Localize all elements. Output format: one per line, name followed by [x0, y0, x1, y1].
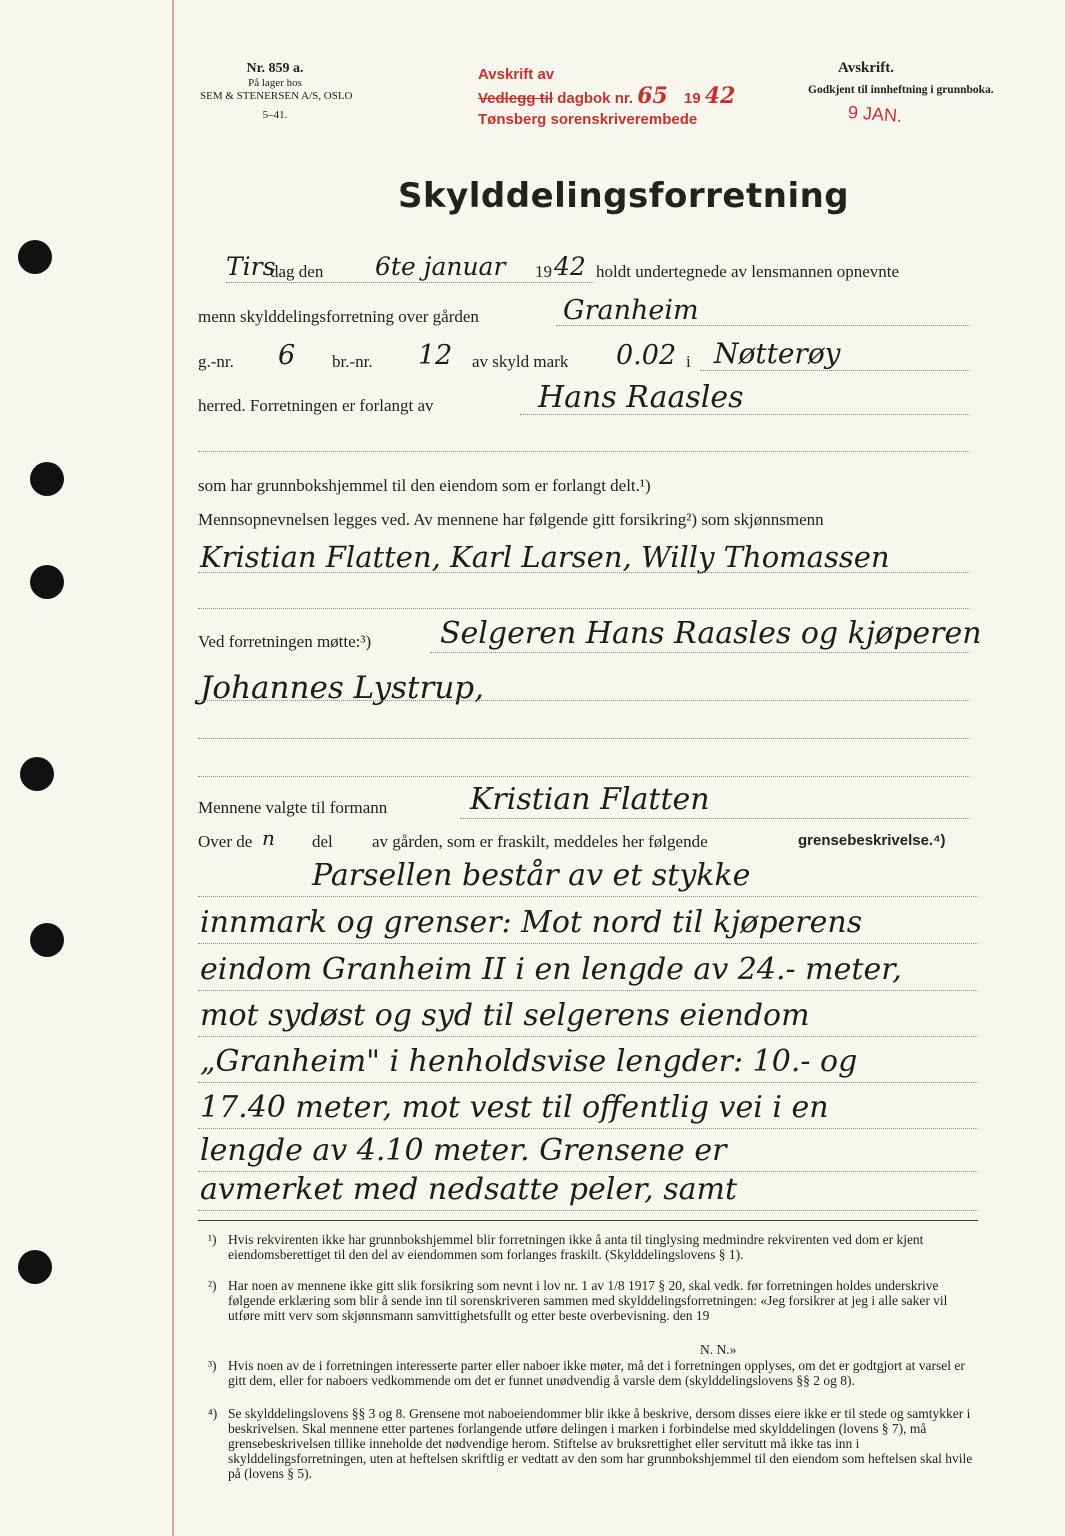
gnr-label: g.-nr. — [198, 352, 234, 371]
requester-hand: Hans Raasles — [538, 380, 744, 415]
punch-hole — [18, 1250, 52, 1284]
fill-line — [198, 1036, 978, 1037]
grunnbok-text: som har grunnbokshjemmel til den eiendom som er forlangt delt.¹) — [198, 476, 651, 495]
skyld-hand: 0.02 — [616, 340, 677, 371]
brnr-label: br.-nr. — [332, 352, 373, 371]
description-line: 17.40 meter, mot vest til offentlig vei i en — [200, 1090, 829, 1125]
grense-label: grensebeskrivelse.⁴) — [798, 832, 946, 849]
fill-line — [198, 451, 970, 452]
godkjent-label: Godkjent til innheftning i grunnboka. — [808, 84, 994, 96]
footnote-number: ²) — [208, 1278, 217, 1293]
footnote-text: N. N.» — [700, 1342, 737, 1357]
weekday-hand: Tirs — [226, 252, 276, 281]
fill-line — [198, 1082, 978, 1083]
fill-line — [198, 572, 970, 573]
stamp-avskrift-av: Avskrift av — [478, 66, 555, 83]
municipality-hand: Nøtterøy — [714, 337, 841, 370]
dag-den-label: dag den — [270, 262, 324, 281]
punch-hole — [20, 757, 54, 791]
avskrift-label: Avskrift. — [838, 60, 894, 76]
fill-line — [198, 608, 970, 609]
margin-line — [172, 0, 174, 1536]
fill-line — [556, 325, 970, 326]
men-hand: Kristian Flatten, Karl Larsen, Willy Thomassen — [200, 540, 890, 574]
motte-hand-1: Selgeren Hans Raasles og kjøperen — [440, 616, 982, 651]
description-line: avmerket med nedsatte peler, samt — [200, 1172, 738, 1207]
brnr-hand: 12 — [418, 340, 453, 371]
footnote — [700, 1342, 820, 1357]
stamp-office: Tønsberg sorenskriverembede — [478, 111, 698, 128]
stamp-dagbok-number: 65 — [637, 83, 668, 109]
del-label: del — [312, 832, 333, 851]
fill-line — [226, 282, 594, 283]
footnote-divider — [198, 1220, 978, 1221]
stamp-vedlegg-til: Vedlegg til — [478, 90, 554, 107]
fill-line — [198, 700, 970, 701]
footnote-text: Se skylddelingslovens §§ 3 og 8. Grensene mot naboeiendommer blir ikke å beskrive, dersom disses eiere ikke er til stede og samtykker i beskrivelsen. Skal mennene etter partenes forlangende utføre delingen i marken i forbindelse med skylddelingen (lovens § 7), må grensebeskrivelsen tillike inneholde det nødvendige herom. Stiftelse av bruksrettighet eller servitutt må ikke tas inn i skylddelingsforretningen, uten at heftelsen skriftlig er vedtatt av den som har grunnbokshjemmel til den eiendom som heftelsen skal hvile på (lovens § 5). — [228, 1406, 973, 1481]
punch-hole — [30, 462, 64, 496]
gnr-hand: 6 — [278, 340, 296, 371]
fill-line — [198, 896, 978, 897]
stamp-date: 9 JAN. — [847, 102, 903, 126]
punch-hole — [30, 923, 64, 957]
fill-line — [430, 652, 970, 653]
footnote-text: Hvis noen av de i forretningen interesserte parter eller naboer ikke møter, må det i forretningen opplyses, om det er godtgjort at varsel er gitt dem, eller for naboers vedkommende om det er funnet unødvendig å varsle dem (skylddelingslovens §§ 2 og 8). — [228, 1358, 965, 1388]
description-line: lengde av 4.10 meter. Grensene er — [200, 1133, 727, 1168]
fill-line — [198, 738, 970, 739]
publisher-name: SEM & STENERSEN A/S, OSLO — [200, 90, 353, 102]
year-prefix: 19 — [535, 262, 552, 281]
description-line: mot sydøst og syd til selgerens eiendom — [200, 998, 810, 1033]
punch-hole — [18, 240, 52, 274]
footnote-text: Har noen av mennene ikke gitt slik forsikring som nevnt i lov nr. 1 av 1/8 1917 § 20, skal vedk. før forretningen holdes underskrive følgende erklæring som blir å sende inn til sorenskriveren sammen med skylddelingsforretningen: «Jeg forsikrer at jeg i alle saker vil utføre mitt verv som skjønnsmann samvittighetsfullt og etter beste overbevisning. den 19 — [228, 1278, 948, 1323]
farm-hand: Granheim — [563, 295, 699, 326]
form-number: Nr. 859 a. — [246, 61, 304, 76]
footnote-number: ³) — [208, 1358, 217, 1373]
fill-line — [198, 1128, 978, 1129]
footnote — [208, 1406, 978, 1481]
mennsopp-text: Mennsopnevnelsen legges ved. Av mennene har følgende gitt forsikring²) som skjønnsmenn — [198, 510, 824, 529]
stamp-year: 42 — [704, 83, 736, 109]
over-gaarden-text: av gården, som er fraskilt, meddeles her følgende — [372, 832, 708, 851]
description-line: Parsellen består av et stykke — [312, 858, 751, 893]
fill-line — [700, 370, 970, 371]
over-hand: n — [262, 826, 275, 850]
motte-hand-2: Johannes Lystrup, — [200, 670, 484, 706]
fill-line — [520, 414, 970, 415]
holdt-text: holdt undertegnede av lensmannen opnevnte — [596, 262, 900, 281]
footnote — [208, 1278, 978, 1323]
fill-line — [198, 776, 970, 777]
office-stamp — [478, 66, 735, 128]
page-title: Skylddelingsforretning — [398, 176, 850, 216]
skyld-label: av skyld mark — [472, 352, 569, 371]
footnote — [208, 1232, 978, 1262]
footnote — [208, 1358, 978, 1388]
footnote-text: Hvis rekvirenten ikke har grunnbokshjemmel blir forretningen ikke å anta til tinglysing medmindre rekvirenten ved dom er kjent eiendomsberettiget til den del av eiendommen som forlanges fraskilt. (Skylddelingslovens § 1). — [228, 1232, 924, 1262]
footnote-number: ⁴) — [208, 1406, 218, 1421]
fill-line — [460, 818, 970, 819]
stamp-dagbok: dagbok nr. — [557, 90, 634, 107]
date-hand: 6te januar — [375, 252, 506, 281]
formann-label: Mennene valgte til formann — [198, 798, 388, 817]
year-hand: 42 — [554, 252, 586, 281]
stamp-year-prefix: 19 — [684, 90, 701, 107]
i-label: i — [686, 352, 691, 371]
fill-line — [198, 943, 978, 944]
punch-hole — [30, 565, 64, 599]
over-label: Over de — [198, 832, 253, 851]
formann-hand: Kristian Flatten — [470, 782, 710, 817]
form-header — [200, 60, 353, 122]
description-line: „Granheim" i henholdsvise lengder: 10.- og — [200, 1044, 858, 1079]
motte-label: Ved forretningen møtte:³) — [198, 632, 372, 651]
description-line: innmark og grenser: Mot nord til kjøperens — [200, 905, 863, 940]
menn-text: menn skylddelingsforretning over gården — [198, 307, 479, 326]
publisher-line: På lager hos — [248, 77, 302, 89]
fill-line — [198, 990, 978, 991]
fill-line — [198, 1210, 978, 1211]
herred-text: herred. Forretningen er forlangt av — [198, 396, 434, 415]
publisher-date: 5–41. — [262, 109, 288, 121]
footnote-number: ¹) — [208, 1232, 217, 1247]
description-line: eindom Granheim II i en lengde av 24.- meter, — [200, 952, 902, 987]
